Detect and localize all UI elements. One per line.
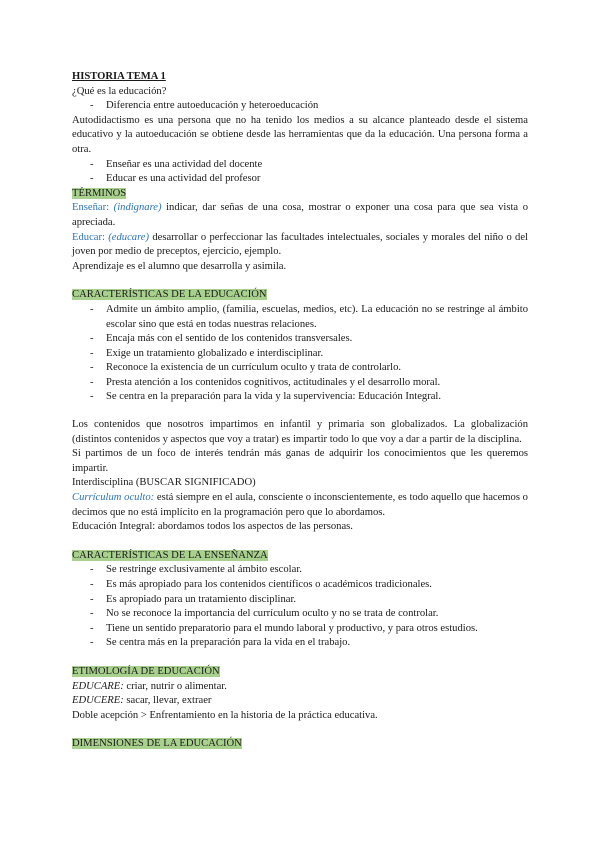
caracteristicas-ensenanza-heading: CARACTERÍSTICAS DE LA ENSEÑANZA [72, 549, 268, 561]
doble-acepcion-line: Doble acepción > Enfrentamiento en la historia de la práctica educativa. [72, 709, 378, 721]
list-item: - Admite un ámbito amplio, (familia, escuelas, medios, etc). La educación no se restringe al ámbito escolar sino que está en todas nuestras relaciones. [72, 303, 528, 332]
list-item: - Presta atención a los contenidos cognitivos, actitudinales y el desarrollo moral. [72, 376, 528, 391]
educar-term: Educar: [72, 231, 105, 243]
document-title: HISTORIA TEMA 1 [72, 71, 166, 82]
document-page [72, 70, 528, 752]
curriculum-term: Currículum oculto: [72, 492, 155, 504]
globalizacion-paragraph: Los contenidos que nosotros impartimos en infantil y primaria son globalizados. La globalización (distintos contenidos y aspectos que voy a tratar) es impartir todo lo que voy a dar a partir de la disciplina. [72, 419, 528, 445]
educar-definition [72, 231, 528, 260]
caracteristicas-ensenanza-section [72, 549, 528, 564]
list-item: - Reconoce la existencia de un currículum oculto y trata de controlarlo. [72, 361, 528, 376]
list-item: - Tiene un sentido preparatorio para el mundo laboral y productivo, y para otros estudios. [72, 622, 528, 637]
list-item: - No se reconoce la importancia del currículum oculto y no se trata de controlar. [72, 607, 528, 622]
interes-paragraph: Si partimos de un foco de interés tendrán más ganas de adquirir los conocimientos que les queremos impartir. [72, 448, 528, 474]
caracteristicas-educacion-section [72, 288, 528, 303]
spacer [72, 405, 528, 418]
caracteristicas-educacion-heading: CARACTERÍSTICAS DE LA EDUCACIÓN [72, 289, 267, 301]
educere-line [72, 694, 528, 709]
list-item: - Se centra más en la preparación para la vida en el trabajo. [72, 636, 528, 651]
list-item: - Se centra en la preparación para la vida y la supervivencia: Educación Integral. [72, 390, 528, 405]
ensenar-definition [72, 201, 528, 230]
curriculum-paragraph [72, 491, 528, 520]
list-item: - Es apropiado para un tratamiento disciplinar. [72, 593, 528, 608]
dimensiones-heading: DIMENSIONES DE LA EDUCACIÓN [72, 738, 242, 750]
etimologia-section [72, 665, 528, 680]
terminos-section [72, 187, 528, 202]
aprendizaje-line: Aprendizaje es el alumno que desarrolla y asimila. [72, 260, 287, 272]
curriculum-text: está siempre en el aula, consciente o inconscientemente, es todo aquello que hacemos o decimos que no está implícito en la programación pero que lo abordamos. [72, 492, 528, 518]
educare-text: criar, nutrir o alimentar. [123, 680, 227, 692]
list-item: - Se restringe exclusivamente al ámbito escolar. [72, 563, 528, 578]
etimologia-heading: ETIMOLOGÍA DE EDUCACIÓN [72, 665, 220, 677]
educere-term: EDUCERE: [72, 695, 124, 707]
educere-text: sacar, llevar, extraer [123, 695, 212, 707]
list-item: - Educar es una actividad del profesor [72, 172, 528, 187]
list-item: - Es más apropiado para los contenidos científicos o académicos tradicionales. [72, 578, 528, 593]
list-item: - Diferencia entre autoeducación y heteroeducación [72, 99, 528, 114]
educare-term: EDUCARE: [72, 680, 124, 692]
ensenar-text: indicar, dar señas de una cosa, mostrar o exponer una cosa para que sea vista o apreciada. [72, 202, 528, 228]
terminos-heading: TÉRMINOS [72, 187, 127, 199]
list-item: - Exige un tratamiento globalizado e interdisciplinar. [72, 347, 528, 362]
educacion-integral-line: Educación Integral: abordamos todos los aspectos de las personas. [72, 521, 353, 533]
dimensiones-section [72, 737, 528, 752]
definition-list [72, 158, 528, 187]
interdisciplina-line: Interdisciplina (BUSCAR SIGNIFICADO) [72, 477, 256, 489]
caracteristicas-educacion-list [72, 303, 528, 405]
educar-latin: (educare) [108, 231, 150, 243]
question-list [72, 99, 528, 114]
question-line: ¿Qué es la educación? [72, 85, 167, 97]
ensenar-latin: (indignare) [113, 202, 162, 214]
caracteristicas-ensenanza-list [72, 563, 528, 651]
list-item: - Encaja más con el sentido de los contenidos transversales. [72, 332, 528, 347]
ensenar-term: Enseñar: [72, 202, 110, 214]
educar-text: desarrollar o perfeccionar las facultades intelectuales, sociales y morales del niño o del joven por medio de preceptos, ejercicio, ejemplo. [72, 231, 528, 258]
list-item: - Enseñar es una actividad del docente [72, 158, 528, 173]
educare-line [72, 680, 528, 695]
definition-paragraph: Autodidactismo es una persona que no ha tenido los medios a su alcance planteado desde el sistema educativo y la autoeducación se obtiene desde las herramientas que da la educación. Una persona forma a otra. [72, 114, 528, 155]
